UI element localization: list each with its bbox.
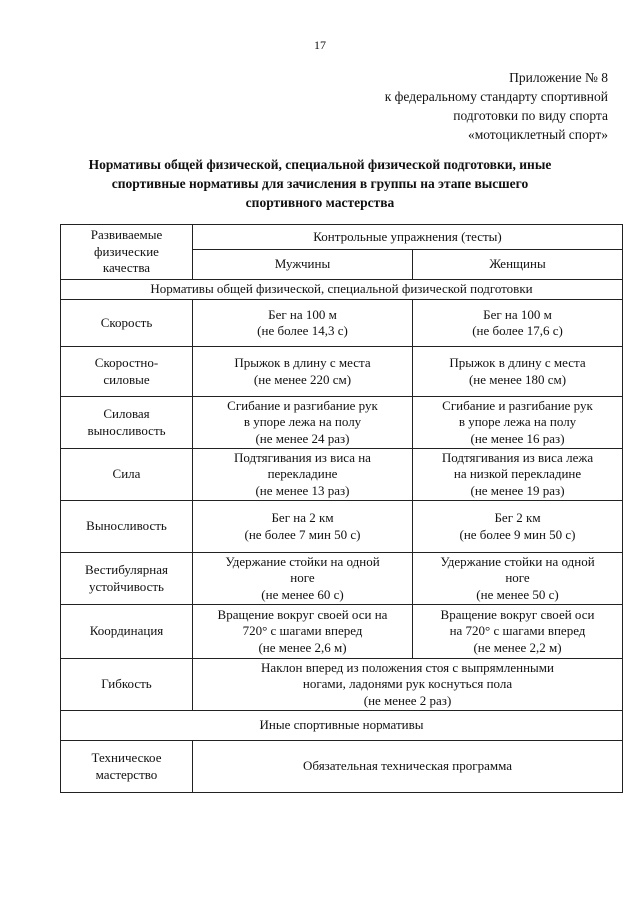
norm-line: (не менее 24 раз) <box>255 430 350 446</box>
norm-line: (не менее 19 раз) <box>470 482 565 498</box>
appendix-line: Приложение № 8 <box>509 70 608 85</box>
section-header-general: Нормативы общей физической, специальной физической подготовки <box>61 280 623 300</box>
norm-line: (не менее 2,2 м) <box>473 639 562 655</box>
quality-line: Скоростно- <box>94 355 159 370</box>
norm-line: на низкой перекладине <box>453 466 582 482</box>
norm-line: 720° с шагами вперед <box>242 623 363 639</box>
header-qualities-line: Развиваемые <box>90 227 163 243</box>
quality-cell <box>61 300 193 347</box>
appendix-line: к федеральному стандарту спортивной <box>384 89 608 104</box>
quality-cell <box>61 501 193 553</box>
men-norm-cell <box>193 553 413 605</box>
quality-cell: Гибкость <box>61 659 193 711</box>
men-norm-cell <box>193 449 413 501</box>
norm-line: (не менее 2,6 м) <box>258 639 347 655</box>
norm-line: (не менее 13 раз) <box>255 482 350 498</box>
appendix-heading <box>385 68 608 144</box>
women-norm-cell <box>413 605 623 659</box>
page-number: 17 <box>314 38 326 52</box>
norms-table <box>60 224 623 793</box>
header-women: Женщины <box>413 250 623 280</box>
quality-cell <box>61 741 193 793</box>
section-header-other: Иные спортивные нормативы <box>61 711 623 741</box>
norm-line: Прыжок в длину с места <box>449 355 586 370</box>
women-norm-cell <box>413 347 623 397</box>
norm-line: Бег 2 км <box>494 510 541 525</box>
norm-line: Сгибание и разгибание рук <box>442 397 593 413</box>
women-norm-cell <box>413 553 623 605</box>
norm-line: Сгибание и разгибание рук <box>227 397 378 413</box>
norm-line: Удержание стойки на одной <box>440 553 595 569</box>
norm-line: (не менее 220 см) <box>253 371 352 387</box>
norm-line: Наклон вперед из положения стоя с выпрямленными <box>261 659 554 675</box>
title-line: спортивного мастерства <box>245 195 395 210</box>
men-norm-cell <box>193 605 413 659</box>
quality-cell <box>61 347 193 397</box>
quality-cell <box>61 553 193 605</box>
norm-line: Удержание стойки на одной <box>225 553 380 569</box>
quality-line: силовые <box>103 371 150 387</box>
quality-line: Техническое <box>91 750 162 765</box>
header-tests: Контрольные упражнения (тесты) <box>193 225 623 250</box>
header-qualities <box>61 225 193 280</box>
document-title <box>60 155 580 212</box>
flexibility-norm-cell <box>193 659 623 711</box>
norm-line: Прыжок в длину с места <box>234 355 371 370</box>
norm-line: (не более 14,3 с) <box>257 323 348 338</box>
norm-line: Бег на 100 м <box>483 306 552 322</box>
men-norm-cell <box>193 501 413 553</box>
norm-line: ногами, ладонями рук коснуться пола <box>302 676 513 692</box>
quality-cell <box>61 605 193 659</box>
quality-line: выносливость <box>87 422 166 438</box>
title-line: спортивные нормативы для зачисления в группы на этапе высшего <box>111 176 529 191</box>
quality-line: устойчивость <box>89 578 164 594</box>
norm-line: в упоре лежа на полу <box>458 414 577 430</box>
norm-line: в упоре лежа на полу <box>243 414 362 430</box>
norm-line: на 720° с шагами вперед <box>449 623 586 639</box>
norm-line: Подтягивания из виса лежа <box>441 449 594 465</box>
technical-norm-cell: Обязательная техническая программа <box>193 741 623 793</box>
women-norm-cell <box>413 501 623 553</box>
women-norm-cell <box>413 397 623 449</box>
quality-line: Выносливость <box>86 518 167 534</box>
quality-cell <box>61 449 193 501</box>
men-norm-cell <box>193 347 413 397</box>
women-norm-cell <box>413 449 623 501</box>
norm-line: Вращение вокруг своей оси <box>440 606 595 622</box>
title-line: Нормативы общей физической, специальной физической подготовки, иные <box>88 157 552 172</box>
men-norm-cell <box>193 300 413 347</box>
norm-line: ноге <box>505 570 530 586</box>
quality-line: Вестибулярная <box>85 562 168 577</box>
norm-line: (не менее 60 с) <box>261 586 344 602</box>
norm-line: Бег на 2 км <box>271 510 334 525</box>
norm-line: перекладине <box>267 466 338 482</box>
header-qualities-line: физические <box>94 243 159 259</box>
norm-line: Вращение вокруг своей оси на <box>217 606 388 622</box>
norm-line: (не более 17,6 с) <box>472 323 563 338</box>
quality-line: Сила <box>112 466 141 482</box>
men-norm-cell <box>193 397 413 449</box>
norm-line: Подтягивания из виса на <box>234 449 371 465</box>
appendix-line: подготовки по виду спорта <box>453 108 608 123</box>
norm-line: ноге <box>290 570 315 586</box>
women-norm-cell <box>413 300 623 347</box>
norm-line: (не менее 16 раз) <box>470 430 565 446</box>
header-qualities-line: качества <box>102 260 151 276</box>
norm-line: (не более 7 мин 50 с) <box>244 526 361 542</box>
quality-line: Силовая <box>103 406 150 421</box>
appendix-line: «мотоциклетный спорт» <box>467 127 608 142</box>
quality-line: Координация <box>89 623 164 639</box>
norm-line: (не менее 50 с) <box>476 586 559 602</box>
quality-line: Скорость <box>100 314 153 330</box>
quality-line: мастерство <box>95 766 158 782</box>
norm-line: (не более 9 мин 50 с) <box>459 526 576 542</box>
norm-line: Бег на 100 м <box>268 306 337 322</box>
norm-line: (не менее 2 раз) <box>363 692 452 708</box>
quality-cell <box>61 397 193 449</box>
norm-line: (не менее 180 см) <box>468 371 567 387</box>
header-men: Мужчины <box>193 250 413 280</box>
